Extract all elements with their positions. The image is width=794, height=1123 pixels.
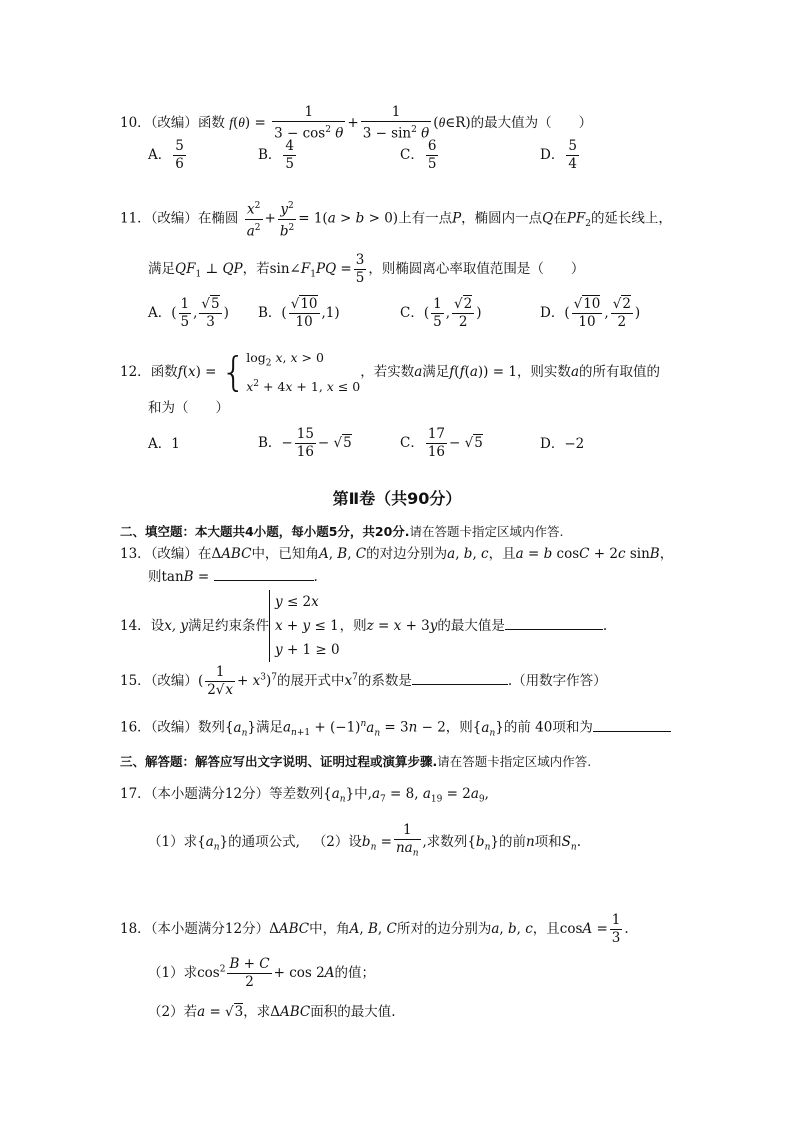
q12-piecewise: $\log_2 x$, x > 0 $x^2 + 4x + 1$, x ≤ 0 bbox=[246, 350, 361, 394]
question-12: 12．函数$f(x) = \{\log_2$ x, x > 0 $x^2 + 4x + 1$, x ≤ 0，若实数a满足f(f(a)) = 1，则实数a的所有取值的 bbox=[120, 349, 660, 396]
question-16: 16．（改编）数列$\{a_n\}$满足$a_{n+1} + (-1)^na_n = 3n - 2$，则$\{a_n\}$的前 40项和为 bbox=[120, 714, 671, 743]
q10-option-a: A． $\frac{5}{6}$ bbox=[148, 138, 184, 172]
q12-option-c: C． $\frac{17}{16}$ − √5 bbox=[400, 426, 483, 460]
q10-formula: f bbox=[229, 114, 233, 130]
q10-number: 10． bbox=[120, 114, 151, 131]
q14-answer-blank[interactable] bbox=[505, 615, 603, 630]
question-13: 13．（改编）在ΔABC中，已知角A, B, C的对边分别为a, b, c，且a = b cosC + 2c sinB， bbox=[120, 546, 674, 562]
question-15: 15．（改编）( $\frac{1}{2√x}$ + $x^3)^7$的展开式中$x^7$的系数是 .（用数字作答） bbox=[120, 664, 607, 698]
q11-ellipse-frac-2: $\frac{y^2}{b^2}$ bbox=[278, 198, 296, 240]
q11-option-d: D．( $\frac{√10}{10}$ , $\frac{√2}{2}$ ) bbox=[540, 296, 641, 330]
question-18: 18．（本小题满分12分）ΔABC中，角A, B, C所对的边分别为a, b, c，且cosA = $\frac{1}{3}$ . bbox=[120, 912, 629, 946]
q11-ellipse-frac-1: $\frac{x^2}{a^2}$ bbox=[245, 198, 263, 240]
q14-constraints: y ≤ 2x x + y ≤ 1 y + 1 ≥ 0 bbox=[269, 590, 340, 662]
question-11: 11．（改编）在椭圆 $\frac{x^2}{a^2}$ + $\frac{y^2}{b^2}$ = 1(a > b > 0)上有一点P，椭圆内一点Q在$PF_2$的延长线上， bbox=[120, 198, 672, 240]
q11-option-c: C．( $\frac{1}{5}$ , $\frac{√2}{2}$ ) bbox=[400, 296, 482, 330]
q10-frac-1: $\frac{1}{3 - \cos^2 \theta}$ bbox=[274, 104, 344, 142]
fill-in-header: 二、填空题：本大题共4小题，每小题5分，共20分.请在答题卡指定区域内作答. bbox=[120, 524, 564, 539]
q10-stem-end: 的最大值为（ ） bbox=[470, 114, 593, 131]
q12-option-d: D．−2 bbox=[540, 436, 585, 452]
q11-option-b: B．( $\frac{√10}{10}$ ,1) bbox=[258, 296, 340, 330]
q13-line-2: 则tanB = . bbox=[148, 566, 318, 587]
q18-part-1: （1）求$\cos^2$ $\frac{B + C}{2}$ + cos 2A的值； bbox=[148, 956, 375, 990]
q11-tag: （改编） bbox=[150, 210, 198, 227]
q17-parts: （1）求$\{a_n\}$的通项公式, （2）设$b_n$ = $\frac{1}{na_n}$ ,求数列$\{b_n\}$的前n项和$S_n$. bbox=[148, 822, 581, 859]
question-10: 10．（改编）函数 f(θ) = $\frac{1}{3 - \cos^2 \theta}$ + $\frac{1}{3 - \sin^2 \theta}$ (θ∈R)的最大值为（ ） bbox=[120, 104, 593, 142]
q12-option-b: B．− $\frac{15}{16}$ − √5 bbox=[258, 426, 352, 460]
q12-number: 12． bbox=[120, 363, 151, 380]
q10-option-d: D． $\frac{5}{4}$ bbox=[540, 138, 577, 172]
q11-option-a: A．( $\frac{1}{5}$ , $\frac{√5}{3}$ ) bbox=[148, 296, 229, 330]
q11-number: 11． bbox=[120, 210, 151, 227]
q10-option-c: C． $\frac{6}{5}$ bbox=[400, 138, 437, 172]
q18-part-2: （2）若a = √3，求ΔABC面积的最大值. bbox=[148, 1004, 396, 1020]
q12-line-2: 和为（ ） bbox=[148, 400, 229, 416]
section-2-title: 第Ⅱ卷（共90分） bbox=[332, 489, 462, 508]
q10-stem: 函数 bbox=[197, 114, 225, 131]
question-17: 17．（本小题满分12分）等差数列$\{a_n\}$中$,a_7 = 8$, $a_{19} = 2a_9$, bbox=[120, 786, 489, 805]
solution-header: 三、解答题：解答应写出文字说明、证明过程或演算步骤.请在答题卡指定区域内作答. bbox=[120, 754, 592, 769]
q11-line-2: 满足$QF_1$ ⊥ QP，若$\sin\angle F_1PQ$ = $\frac{3}{5}$ ，则椭圆离心率取值范围是（ ） bbox=[148, 252, 585, 286]
q16-answer-blank[interactable] bbox=[593, 717, 671, 732]
q12-option-a: A．1 bbox=[148, 436, 180, 452]
question-14: 14．设x, y满足约束条件y ≤ 2x x + y ≤ 1 y + 1 ≥ 0，则z = x + 3y的最大值是 . bbox=[120, 590, 607, 662]
q10-tag: （改编） bbox=[150, 114, 198, 131]
q15-answer-blank[interactable] bbox=[412, 670, 508, 685]
q13-answer-blank[interactable] bbox=[214, 566, 314, 581]
q10-frac-2: $\frac{1}{3 - \sin^2 \theta}$ bbox=[362, 104, 430, 142]
q10-option-b: B． $\frac{4}{5}$ bbox=[258, 138, 295, 172]
